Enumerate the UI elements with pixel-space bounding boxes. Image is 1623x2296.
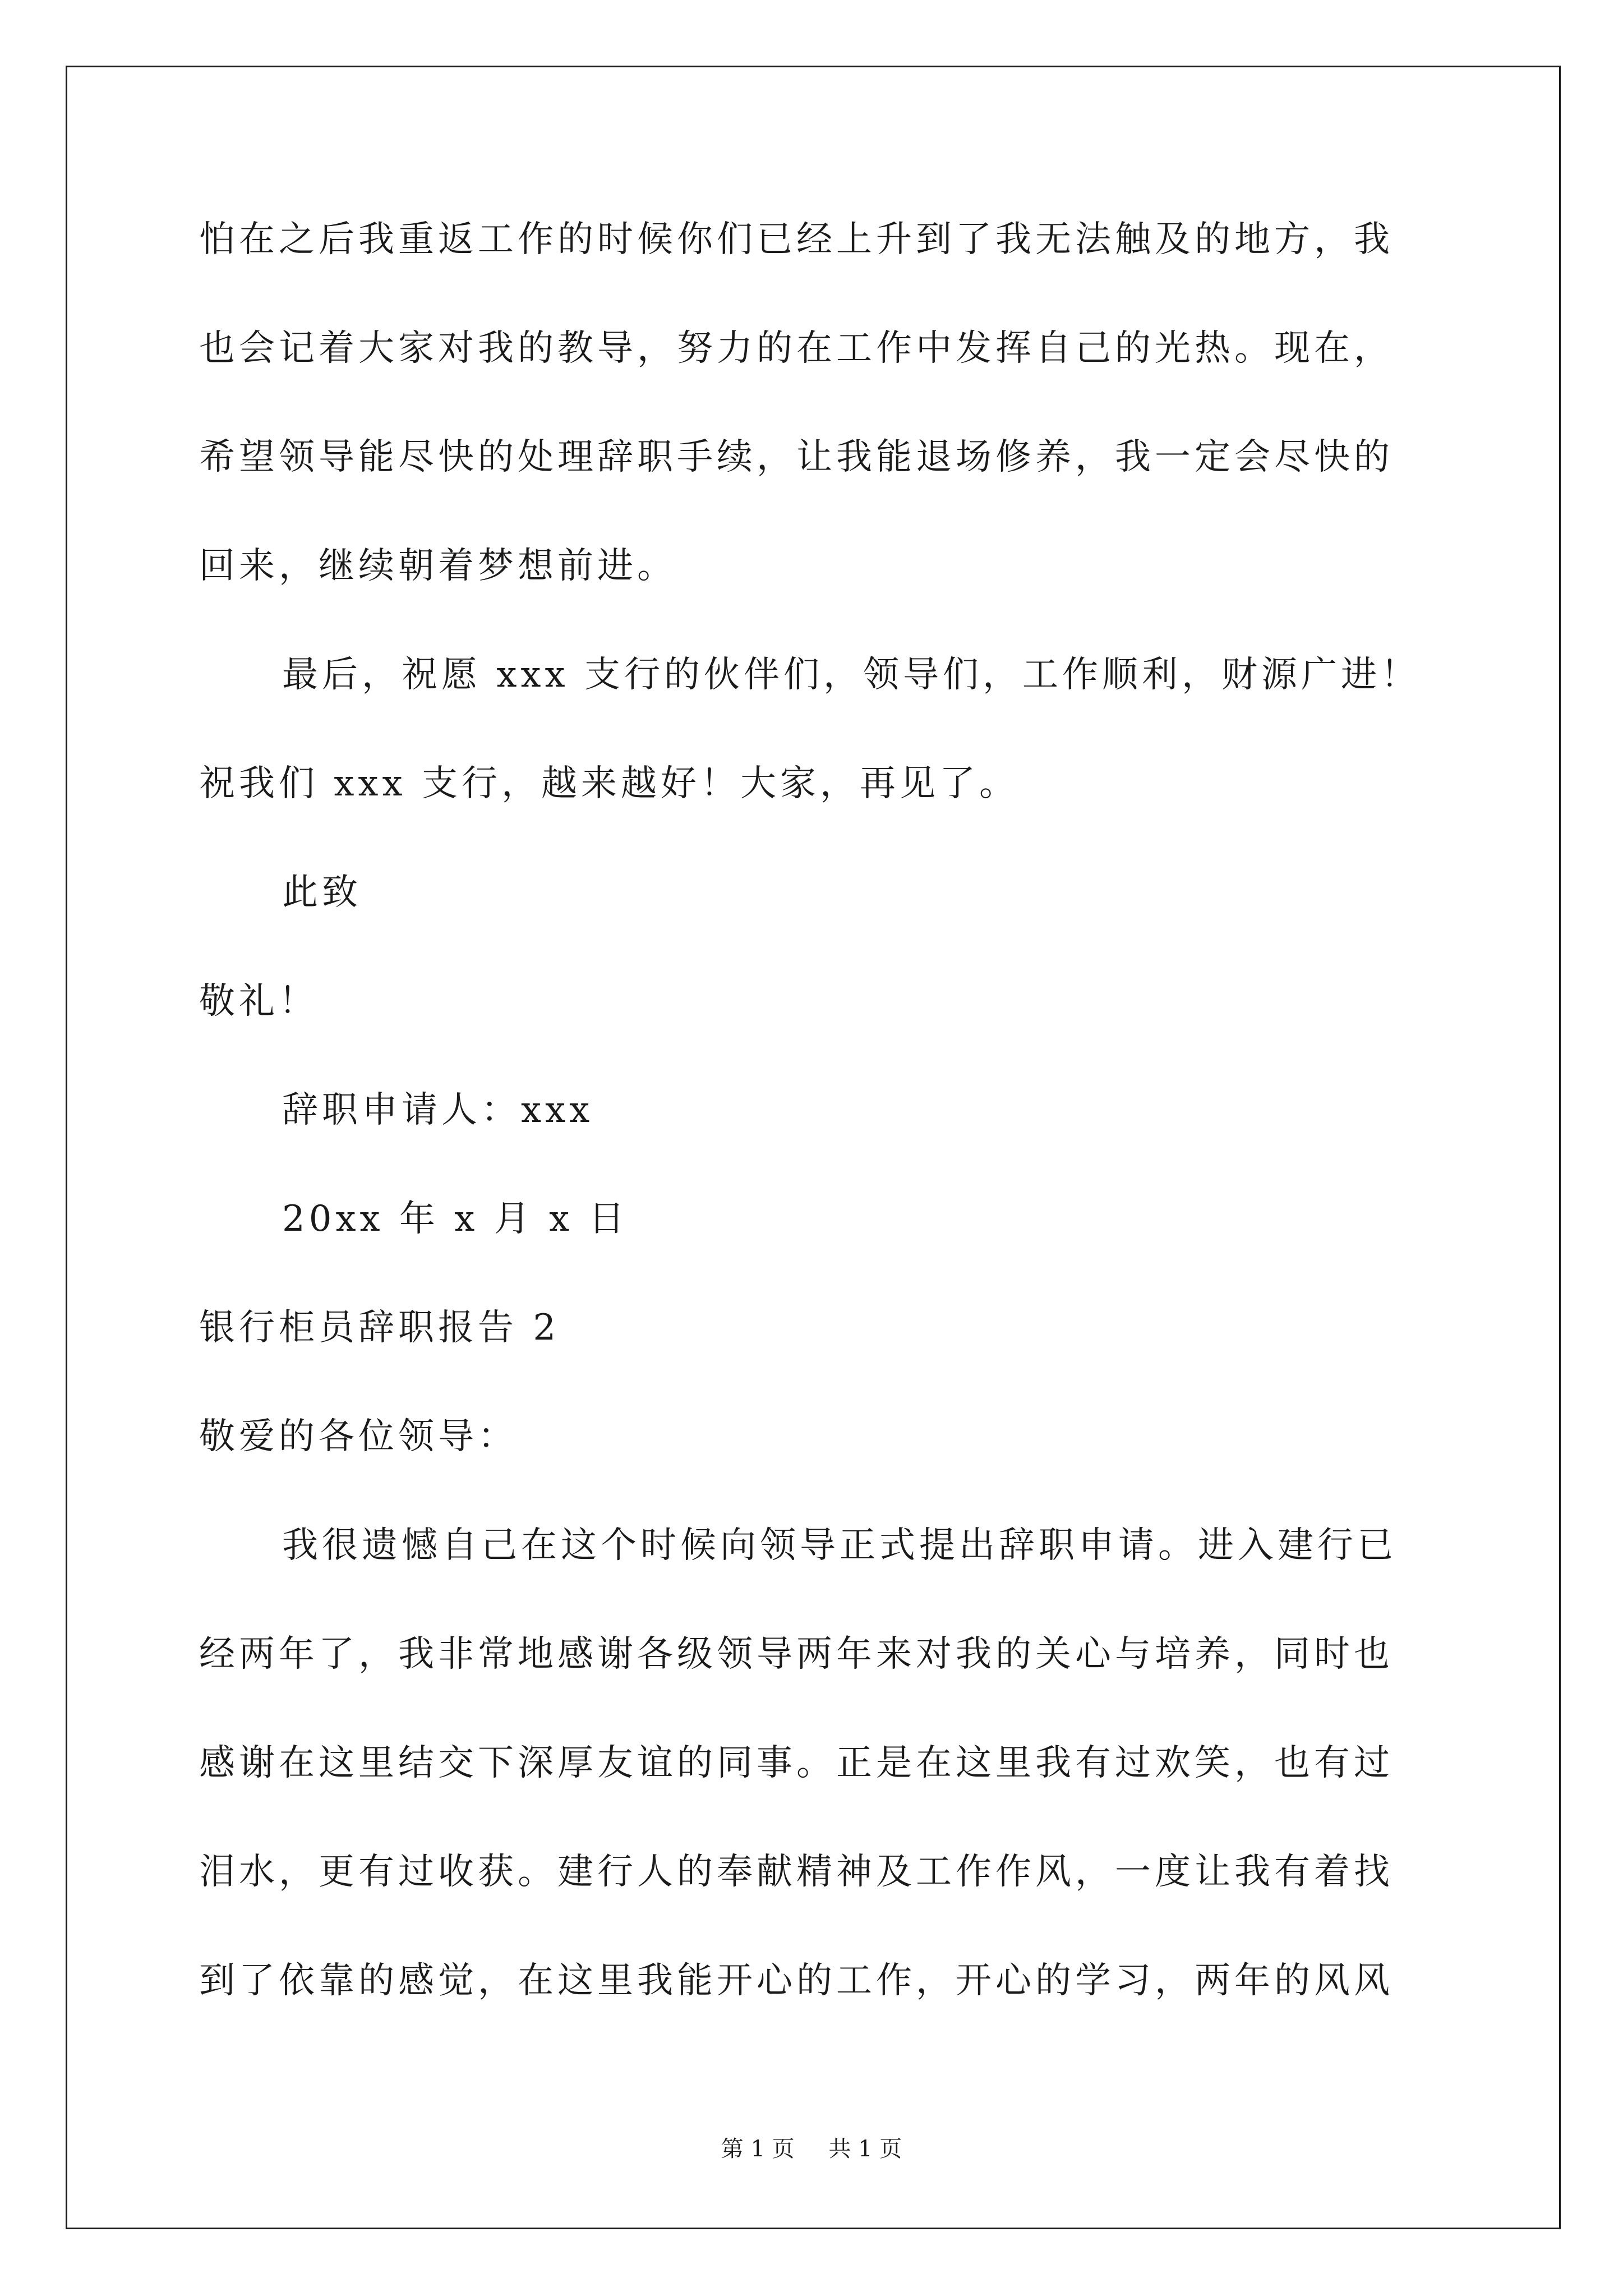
- paragraph-line: 最后，祝愿 xxx 支行的伙伴们，领导们，工作顺利，财源广进！: [282, 654, 1421, 696]
- page-number: 第 1 页: [721, 2136, 795, 2162]
- paragraph-line: 感谢在这里结交下深厚友谊的同事。正是在这里我有过欢笑，也有过: [199, 1742, 1394, 1784]
- paragraph-line: 我很遗憾自己在这个时候向领导正式提出辞职申请。进入建行已: [282, 1525, 1397, 1566]
- date-line: 20xx 年 x 月 x 日: [282, 1198, 629, 1240]
- salutation-line: 敬礼！: [199, 981, 319, 1022]
- section-title: 银行柜员辞职报告 2: [199, 1307, 560, 1349]
- paragraph-line: 希望领导能尽快的处理辞职手续，让我能退场修养，我一定会尽快的: [199, 436, 1394, 478]
- paragraph-line: 泪水，更有过收获。建行人的奉献精神及工作作风，一度让我有着找: [199, 1851, 1394, 1893]
- closing-line: 此致: [282, 872, 362, 913]
- paragraph-line: 到了依靠的感觉，在这里我能开心的工作，开心的学习，两年的风风: [199, 1960, 1394, 2001]
- paragraph-line: 怕在之后我重返工作的时候你们已经上升到了我无法触及的地方，我: [199, 219, 1394, 260]
- greeting-line: 敬爱的各位领导：: [199, 1416, 518, 1457]
- paragraph-line: 回来，继续朝着梦想前进。: [199, 545, 677, 587]
- page-footer: [0, 2135, 1623, 2163]
- paragraph-line: 经两年了，我非常地感谢各级领导两年来对我的关心与培养，同时也: [199, 1634, 1394, 1675]
- page-total: 共 1 页: [828, 2136, 902, 2162]
- paragraph-line: 也会记着大家对我的教导，努力的在工作中发挥自己的光热。现在，: [199, 328, 1394, 369]
- paragraph-line: 祝我们 xxx 支行，越来越好！大家，再见了。: [199, 763, 1019, 804]
- page-border: [66, 66, 1561, 2229]
- signature-line: 辞职申请人：xxx: [282, 1089, 594, 1131]
